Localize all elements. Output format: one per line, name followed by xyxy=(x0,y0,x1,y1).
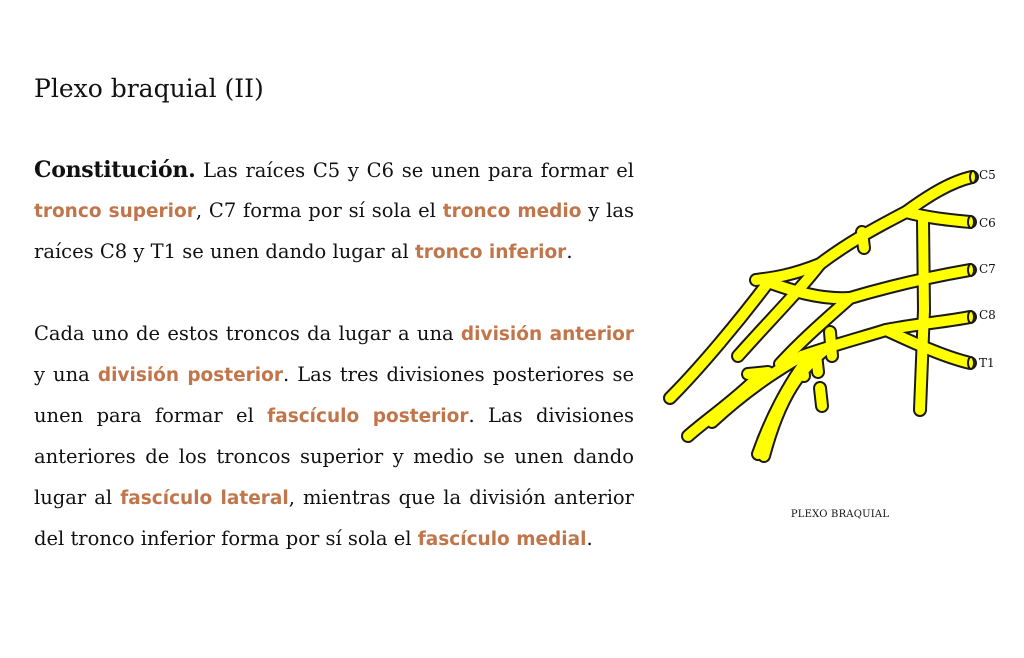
text-fragment: , C7 forma por sí sola el xyxy=(195,199,443,223)
text-fragment: , mientras que la división anterior del tronco inferior forma por sí sola el xyxy=(34,485,634,550)
root-end-c5 xyxy=(970,171,976,183)
brachial-plexus-figure xyxy=(660,160,1010,500)
figure-caption: PLEXO BRAQUIAL xyxy=(790,509,890,520)
root-end-c6 xyxy=(968,216,974,228)
term-tronco-inferior: tronco inferior xyxy=(414,242,567,264)
text-fragment: Cada uno de estos troncos da lugar a una xyxy=(34,321,461,345)
term-tronco-superior: tronco superior xyxy=(34,201,196,223)
lead-constitution: Constitución. xyxy=(34,157,196,183)
text-fragment: . xyxy=(566,240,573,264)
root-label-c5: C5 xyxy=(979,168,996,182)
term-division-posterior: división posterior xyxy=(97,365,283,386)
root-label-c7: C7 xyxy=(979,262,996,276)
page-title: Plexo braquial (II) xyxy=(34,74,264,103)
paragraph-constitution xyxy=(34,150,634,274)
text-fragment: . Las divisiones anteriores de los troncos superior y medio se unen dando lugar al xyxy=(34,404,635,509)
term-fasciculo-lateral: fascículo lateral xyxy=(120,487,289,509)
root-end-c7 xyxy=(968,264,974,276)
root-label-t1: T1 xyxy=(979,356,995,370)
term-fasciculo-medial: fascículo medial xyxy=(417,528,587,550)
root-label-c8: C8 xyxy=(979,308,996,322)
text-fragment: . Las tres divisiones posteriores se unen para formar el xyxy=(34,363,635,428)
text-fragment: Las raíces C5 y C6 se unen para formar el xyxy=(195,159,634,182)
brachial-plexus-drawing xyxy=(660,160,1010,500)
term-tronco-medio: tronco medio xyxy=(442,201,582,223)
text-fragment: y una xyxy=(34,363,98,386)
root-end-t1 xyxy=(968,357,974,369)
text-fragment: . xyxy=(586,526,593,550)
text-fragment: y las raíces C8 y T1 se unen dando lugar al xyxy=(34,199,635,264)
body-text xyxy=(34,150,634,560)
paragraph-divisions xyxy=(34,314,634,560)
root-end-c8 xyxy=(968,311,974,323)
root-label-c6: C6 xyxy=(979,216,996,230)
term-division-anterior: división anterior xyxy=(460,323,634,345)
term-fasciculo-posterior: fascículo posterior xyxy=(267,406,469,428)
